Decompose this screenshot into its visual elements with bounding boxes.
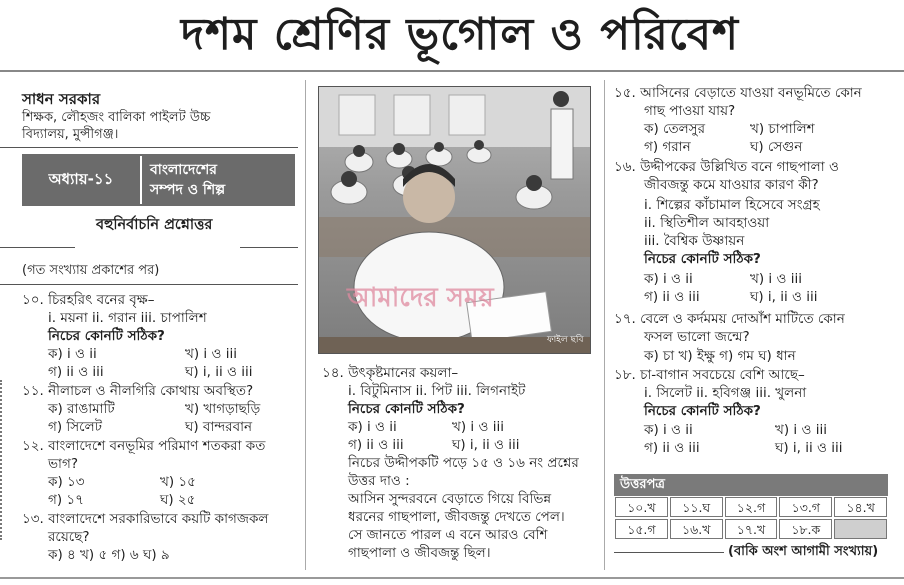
q16-item-3: iii. বৈশ্বিক উষ্ণায়ন — [644, 233, 745, 249]
q14-option-a: ক) i ও ii — [348, 419, 397, 435]
stimulus-intro-2: উত্তর দাও : — [348, 473, 410, 489]
author-rule — [0, 147, 298, 148]
q17-options: ক) চা খ) ইক্ষু গ) গম ঘ) ধান — [644, 348, 796, 364]
q11-option-a: ক) রাঙামাটি — [48, 401, 115, 417]
edge-fragment — [0, 380, 4, 540]
q17-stem-2: ফসল ভালো জন্মে? — [644, 329, 750, 345]
answer-cell: ১০.খ — [615, 497, 668, 517]
chapter-name-line-2: সম্পদ ও শিল্প — [150, 182, 226, 198]
q14-option-d: ঘ) i, ii ও iii — [452, 437, 520, 453]
q10-option-c: গ) ii ও iii — [48, 364, 104, 380]
answer-cell: ১৫.গ — [615, 519, 668, 539]
exam-hall-photo — [318, 86, 591, 354]
answer-cell: ১৬.খ — [670, 519, 723, 539]
q12-option-b: খ) ১৫ — [160, 474, 196, 490]
q12-stem-2: ভাগ? — [48, 456, 78, 472]
stimulus-intro-1: নিচের উদ্দীপকটি পড়ে ১৫ ও ১৬ নং প্রশ্নের — [348, 455, 579, 471]
answer-cell: ১৭.খ — [725, 519, 778, 539]
q15-option-b: খ) চাপালিশ — [750, 121, 815, 137]
q11-option-d: ঘ) বান্দরবান — [185, 419, 253, 435]
section-rule-left — [0, 247, 75, 248]
q12-option-c: গ) ১৭ — [48, 492, 84, 508]
answer-cell-blank — [834, 519, 887, 539]
q16-item-2: ii. স্থিতিশীল আবহাওয়া — [644, 215, 770, 231]
footer-rule — [614, 552, 724, 553]
section-rule-right — [240, 247, 298, 248]
chapter-name — [142, 160, 225, 200]
answer-cell: ১৩.গ — [779, 497, 832, 517]
q13-stem-1: ১৩. বাংলাদেশে সরকারিভাবে কয়টি কাগজকল — [22, 511, 269, 527]
chapter-number: অধ্যায়-১১ — [48, 169, 114, 188]
q10-stem: ১০. চিরহরিৎ বনের বৃক্ষ– — [22, 292, 155, 308]
answer-cell: ১২.গ — [725, 497, 778, 517]
q15-option-c: গ) গরান — [644, 139, 691, 155]
q16-stem-2: জীবজন্তু কমে যাওয়ার কারণ কী? — [644, 177, 819, 193]
author-designation-1: শিক্ষক, লৌহজং বালিকা পাইলট উচ্চ — [22, 110, 211, 125]
q14-option-c: গ) ii ও iii — [348, 437, 404, 453]
photo-watermark: আমাদের সময় — [347, 283, 494, 313]
q18-prompt: নিচের কোনটি সঠিক? — [644, 403, 761, 419]
answer-cell: ১১.ঘ — [670, 497, 723, 517]
q10-option-b: খ) i ও iii — [185, 346, 237, 362]
author-name: সাধন সরকার — [22, 90, 101, 108]
q16-stem-1: ১৬. উদ্দীপকের উল্লিখিত বনে গাছপালা ও — [614, 159, 839, 175]
q14-option-b: খ) i ও iii — [452, 419, 504, 435]
continued-rule — [0, 284, 298, 285]
q16-option-c: গ) ii ও iii — [644, 289, 700, 305]
q16-item-1: i. শিল্পের কাঁচামাল হিসেবে সংগ্রহ — [644, 197, 820, 213]
q15-stem-2: গাছ পাওয়া যায়? — [644, 103, 736, 119]
q10-option-d: ঘ) i, ii ও iii — [185, 364, 253, 380]
q17-stem-1: ১৭. বেলে ও কর্দমময় দোআঁশ মাটিতে কোন — [614, 311, 845, 327]
answer-cell: ১৪.খ — [834, 497, 887, 517]
title-underline — [0, 70, 904, 72]
q13-options: ক) ৪ খ) ৫ গ) ৬ ঘ) ৯ — [48, 547, 170, 563]
q11-option-c: গ) সিলেট — [48, 419, 103, 435]
q10-items: i. ময়না ii. গরান iii. চাপালিশ — [48, 310, 207, 326]
q16-prompt: নিচের কোনটি সঠিক? — [644, 251, 761, 267]
q14-stem: ১৪. উৎকৃষ্টমানের কয়লা– — [322, 365, 459, 381]
q18-option-c: গ) ii ও iii — [644, 440, 700, 456]
q15-option-a: ক) তেলসুর — [644, 121, 706, 137]
chapter-name-line-1: বাংলাদেশের — [150, 162, 217, 178]
q11-stem: ১১. নীলাচল ও নীলগিরি কোথায় অবস্থিত? — [22, 383, 254, 399]
section-heading: বহুনির্বাচনি প্রশ্নোত্তর — [96, 217, 213, 233]
q18-option-d: ঘ) i, ii ও iii — [775, 440, 843, 456]
q16-option-d: ঘ) i, ii ও iii — [750, 289, 818, 305]
chapter-banner — [22, 154, 295, 206]
stimulus-text-2: ধরনের গাছপালা, জীবজন্তু দেখতে পেল। — [348, 509, 565, 525]
q10-option-a: ক) i ও ii — [48, 346, 97, 362]
answer-row-1 — [614, 496, 888, 518]
q12-option-a: ক) ১৩ — [48, 474, 85, 490]
column-rule-right — [604, 80, 605, 570]
q10-prompt: নিচের কোনটি সঠিক? — [48, 328, 165, 344]
continued-note: (গত সংখ্যায় প্রকাশের পর) — [22, 263, 160, 278]
photo-credit: ফাইল ছবি — [547, 335, 584, 345]
stimulus-text-3: সে জানতে পারল এ বনে আরও বেশি — [348, 527, 548, 543]
q11-option-b: খ) খাগড়াছড়ি — [185, 401, 261, 417]
q18-option-b: খ) i ও iii — [775, 422, 827, 438]
q18-items: i. সিলেট ii. হবিগঞ্জ iii. খুলনা — [644, 385, 807, 401]
q12-stem-1: ১২. বাংলাদেশে বনভূমির পরিমাণ শতকরা কত — [22, 438, 266, 454]
q14-items: i. বিটুমিনাস ii. পিট iii. লিগনাইট — [348, 383, 526, 399]
answer-key-heading: উত্তরপত্র — [614, 474, 888, 496]
page-title: দশম শ্রেণির ভূগোল ও পরিবেশ — [180, 9, 740, 60]
q15-option-d: ঘ) সেগুন — [750, 139, 803, 155]
q18-option-a: ক) i ও ii — [644, 422, 693, 438]
answer-cell: ১৮.ক — [779, 519, 832, 539]
q13-stem-2: রয়েছে? — [48, 529, 90, 545]
q18-stem: ১৮. চা-বাগান সবচেয়ে বেশি আছে– — [614, 367, 805, 383]
stimulus-text-4: গাছপালা ও জীবজন্তু ছিল। — [348, 545, 491, 561]
answer-key — [614, 474, 888, 540]
footer-note: (বাকি অংশ আগামী সংখ্যায়) — [728, 544, 879, 559]
bottom-rule — [0, 577, 904, 579]
author-designation-2: বিদ্যালয়, মুন্সীগঞ্জ। — [22, 127, 119, 142]
answer-row-2 — [614, 518, 888, 540]
q16-option-b: খ) i ও iii — [750, 271, 802, 287]
column-rule-left — [305, 80, 306, 570]
q16-option-a: ক) i ও ii — [644, 271, 693, 287]
q15-stem-1: ১৫. আসিনের বেড়াতে যাওয়া বনভূমিতে কোন — [614, 85, 862, 101]
q12-option-d: ঘ) ২৫ — [160, 492, 196, 508]
stimulus-text-1: আসিন সুন্দরবনে বেড়াতে গিয়ে বিভিন্ন — [348, 491, 552, 507]
q14-prompt: নিচের কোনটি সঠিক? — [348, 401, 465, 417]
